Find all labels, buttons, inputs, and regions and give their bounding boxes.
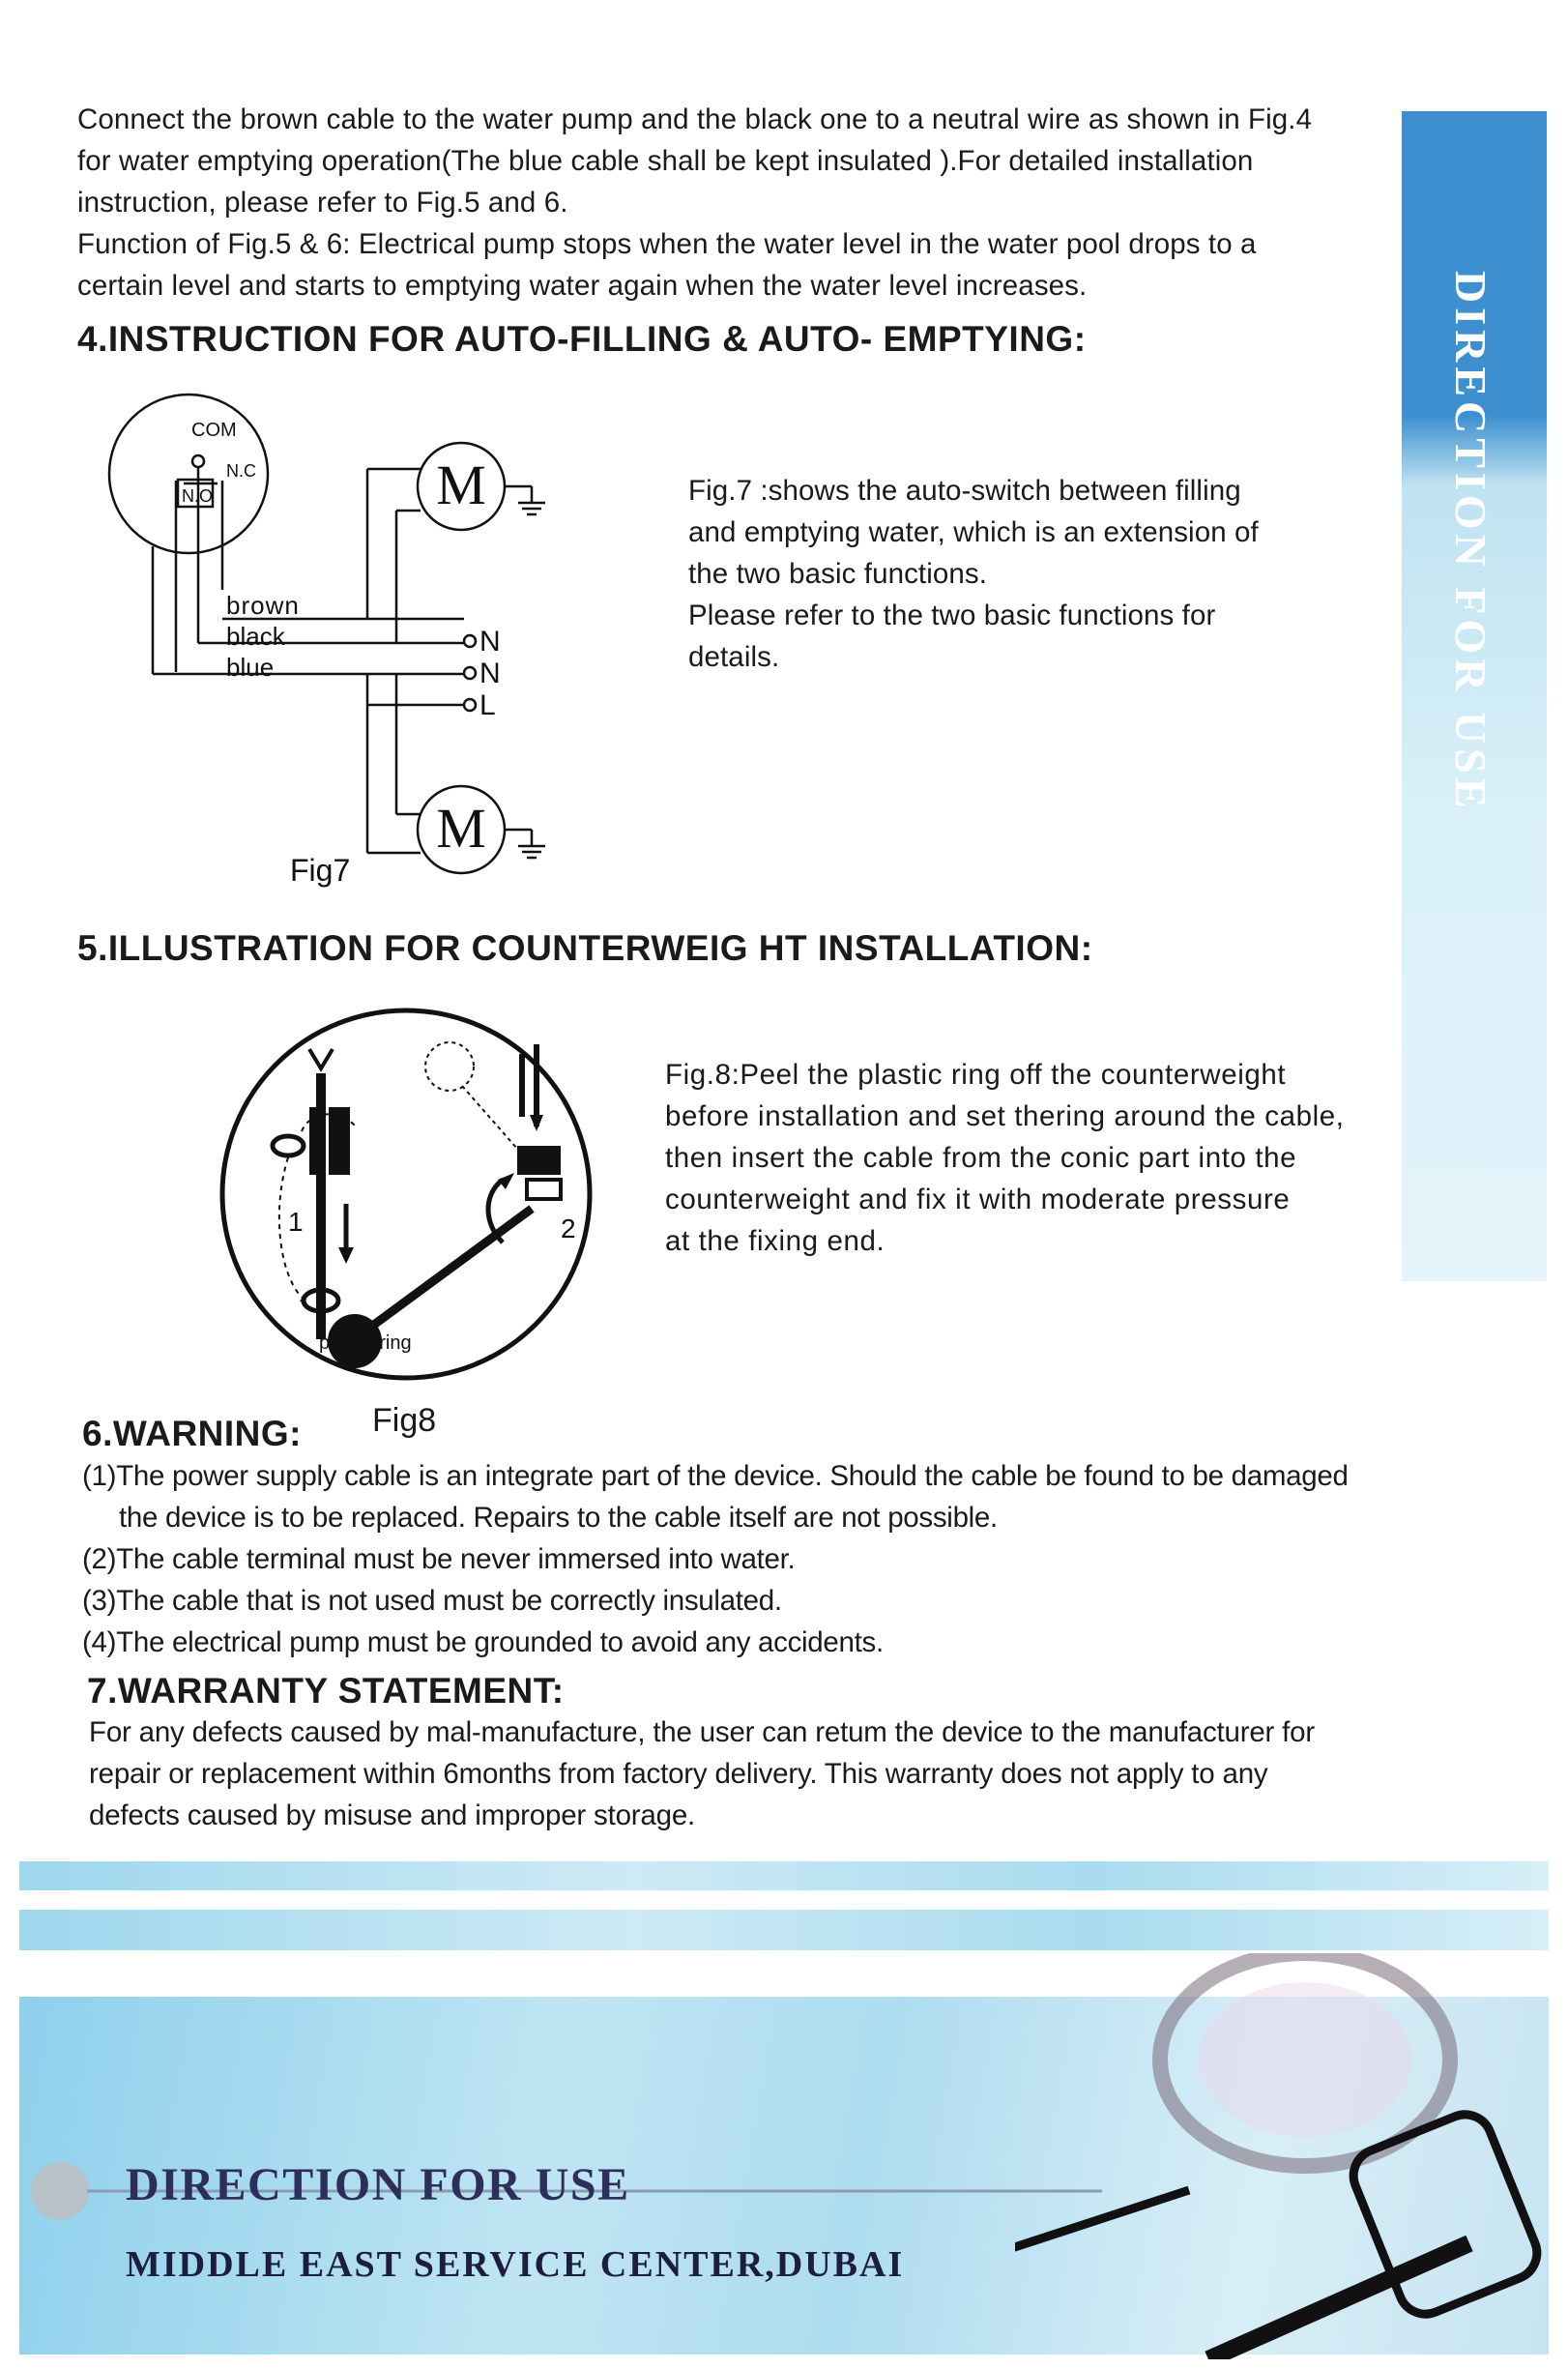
label-com: COM (191, 420, 237, 441)
fig8-plastic-ring-label: plastic ring (319, 1332, 412, 1354)
warning-item-3: (3)The cable that is not used must be correctly insulated. (82, 1585, 782, 1617)
fig8-step-2: 2 (561, 1214, 576, 1243)
terminal-label-3: L (479, 689, 496, 721)
warranty-line-1: For any defects caused by mal-manufacture, the user can retum the device to the manufacturer for (89, 1716, 1315, 1748)
warranty-line-2: repair or replacement within 6months from factory delivery. This warranty does not apply to any (89, 1758, 1268, 1790)
motor-top-label: M (436, 453, 486, 516)
intro-line-4: Function of Fig.5 & 6: Electrical pump stops when the water level in the water pool drops to a (77, 228, 1257, 260)
fig7-wiring-diagram (97, 382, 599, 904)
intro-line-1: Connect the brown cable to the water pump and the black one to a neutral wire as shown in Fig.4 (77, 103, 1313, 135)
fig8-caption: Fig8 (372, 1402, 437, 1439)
intro-line-3: instruction, please refer to Fig.5 and 6. (77, 187, 568, 219)
terminal-label-1: N (479, 626, 501, 658)
intro-line-2: for water emptying operation(The blue cable shall be kept insulated ).For detailed installation (77, 145, 1254, 177)
fig8-desc-line-3: then insert the cable from the conic part into the (665, 1142, 1297, 1174)
fig8-step-1: 1 (288, 1207, 304, 1237)
fig8-desc-line-2: before installation and set thering around the cable, (665, 1100, 1345, 1132)
intro-paragraph (77, 99, 1402, 307)
fig8-desc-line-1: Fig.8:Peel the plastic ring off the counterweight (665, 1059, 1287, 1091)
motor-bottom-label: M (436, 797, 486, 860)
wire-label-blue: blue (226, 653, 275, 682)
warning-item-4: (4)The electrical pump must be grounded to avoid any accidents. (82, 1626, 884, 1658)
fig7-desc-line-2: and emptying water, which is an extension of (688, 516, 1259, 548)
footer-subtitle: MIDDLE EAST SERVICE CENTER,DUBAI (126, 2244, 905, 2285)
section-6-heading: 6.WARNING: (82, 1414, 302, 1453)
footer-title: DIRECTION FOR USE (126, 2159, 630, 2210)
fig7-desc-line-5: details. (688, 641, 780, 673)
wire-label-brown: brown (226, 591, 300, 620)
intro-line-5: certain level and starts to emptying water again when the water level increases. (77, 270, 1088, 302)
fig7-caption: Fig7 (290, 853, 351, 888)
fig7-desc-line-1: Fig.7 :shows the auto-switch between filling (688, 475, 1241, 507)
warning-item-1-line-2: the device is to be replaced. Repairs to the cable itself are not possible. (119, 1502, 998, 1534)
label-nc: N.C (226, 461, 256, 481)
wire-label-black: black (226, 622, 285, 651)
decorative-stripe-1 (19, 1861, 1549, 1890)
fig8-description (665, 1054, 1380, 1262)
fig8-counterweight-illustration (213, 1001, 619, 1407)
label-no: N.O (182, 486, 214, 506)
warranty-paragraph (89, 1711, 1413, 1836)
terminal-label-2: N (479, 658, 501, 689)
section-4-heading: 4.INSTRUCTION FOR AUTO-FILLING & AUTO- EMPTYING: (77, 319, 1087, 359)
sidebar-vertical-title: DIRECTION FOR USE (1446, 271, 1495, 813)
decorative-stripe-2 (19, 1910, 1549, 1950)
section-7-heading: 7.WARRANTY STATEMENT: (87, 1671, 565, 1711)
fig8-desc-line-5: at the fixing end. (665, 1225, 886, 1257)
fig7-desc-line-3: the two basic functions. (688, 558, 988, 590)
section-5-heading: 5.ILLUSTRATION FOR COUNTERWEIG HT INSTALLATION: (77, 928, 1093, 968)
warning-list (82, 1455, 1407, 1663)
warranty-line-3: defects caused by misuse and improper storage. (89, 1799, 696, 1831)
warning-item-2: (2)The cable terminal must be never immersed into water. (82, 1543, 796, 1575)
warning-item-1-line-1: (1)The power supply cable is an integrate part of the device. Should the cable be found to be damaged (82, 1460, 1349, 1492)
fig8-desc-line-4: counterweight and fix it with moderate pressure (665, 1184, 1291, 1215)
fig7-desc-line-4: Please refer to the two basic functions for (688, 600, 1216, 631)
fig7-description (688, 470, 1384, 678)
